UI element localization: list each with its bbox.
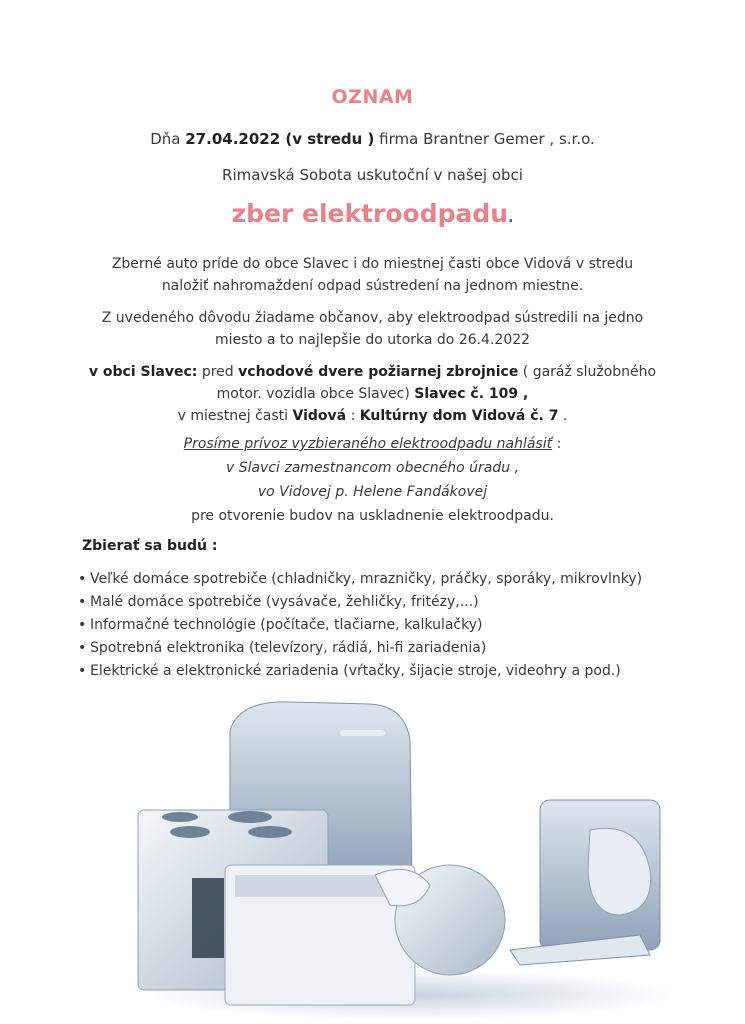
bullet-icon: • — [78, 640, 87, 656]
list-item — [78, 660, 678, 683]
list-item-text: Malé domáce spotrebiče (vysávače, žehličky, fritézy,...) — [90, 594, 479, 610]
paragraph-4-line-3: vo Vidovej p. Helene Fandákovej — [257, 484, 488, 500]
fridge-handle — [340, 730, 385, 736]
paragraph-2-line-2: miesto a to najlepšie do utorka do 26.4.2022 — [214, 332, 531, 348]
notice-title: OZNAM — [331, 86, 414, 108]
p3-text-3: motor. vozidla obce Slavec) — [216, 386, 415, 402]
headline-text: zber elektroodpadu — [231, 199, 509, 228]
intro-line-2: Rimavská Sobota uskutoční v našej obci — [222, 166, 523, 184]
p3-bold-2: vchodové dvere požiarnej zbrojnice — [238, 364, 519, 380]
intro-company: firma Brantner Gemer , s.r.o. — [374, 130, 595, 148]
p4-colon: : — [552, 436, 562, 452]
p3-text-1: pred — [197, 364, 239, 380]
p3-bold-5: Kultúrny dom Vidová č. 7 — [359, 408, 559, 424]
paragraph-4-line-1 — [0, 433, 745, 455]
list-item — [78, 591, 678, 614]
list-item-text: Informačné technológie (počítače, tlačiarne, kalkulačky) — [90, 617, 483, 633]
burner-icon — [170, 826, 210, 838]
paragraph-1-line-1: Zberné auto príde do obce Slavec i do miestnej časti obce Vidová v stredu — [111, 256, 634, 272]
burner-icon — [228, 811, 272, 823]
headline — [0, 197, 745, 235]
paragraph-3-line-3 — [0, 405, 745, 427]
oven-window — [192, 878, 224, 958]
items-list — [78, 568, 678, 683]
list-item — [78, 637, 678, 660]
bullet-icon: • — [78, 594, 87, 610]
p3-bold-3: Slavec č. 109 , — [414, 386, 529, 402]
paragraph-1-line-2: naložiť nahromaždení odpad sústredení na jednom miestne. — [161, 278, 584, 294]
list-item — [78, 568, 678, 591]
p4-underlined: Prosíme prívoz vyzbieraného elektroodpadu nahlásiť — [183, 436, 553, 452]
paragraph-4-line-2: v Slavci zamestnancom obecného úradu , — [225, 460, 520, 476]
appliances-illustration — [120, 700, 680, 1020]
p3-text-2: ( garáž služobného — [518, 364, 657, 380]
p3-bold-4: Vidová — [292, 408, 347, 424]
p3-bold-1: v obci Slavec: — [88, 364, 198, 380]
paragraph-3-line-1 — [0, 361, 745, 383]
bullet-icon: • — [78, 571, 87, 587]
intro-prefix: Dňa — [150, 130, 186, 148]
bullet-icon: • — [78, 617, 87, 633]
collect-heading: Zbierať sa budú : — [82, 538, 218, 554]
paragraph-2-line-1: Z uvedeného dôvodu žiadame občanov, aby elektroodpad sústredili na jedno — [101, 310, 644, 326]
bullet-icon: • — [78, 663, 87, 679]
headline-dot: . — [508, 210, 514, 226]
list-item — [78, 614, 678, 637]
list-item-text: Elektrické a elektronické zariadenia (vŕtačky, šijacie stroje, videohry a pod.) — [90, 663, 621, 679]
intro-line-1 — [0, 128, 745, 150]
list-item-text: Veľké domáce spotrebiče (chladničky, mrazničky, práčky, sporáky, mikrovlnky) — [90, 571, 643, 587]
burner-icon — [162, 812, 198, 822]
p3-text-4: v miestnej časti — [177, 408, 293, 424]
burner-icon — [248, 826, 292, 838]
intro-date: 27.04.2022 (v stredu ) — [185, 130, 375, 148]
paragraph-4-line-4: pre otvorenie budov na uskladnenie elektroodpadu. — [191, 508, 554, 524]
paragraph-3-line-2 — [0, 383, 745, 405]
p3-text-6: . — [558, 408, 568, 424]
p3-text-5: : — [346, 408, 360, 424]
list-item-text: Spotrebná elektronika (televízory, rádiá, hi-fi zariadenia) — [90, 640, 487, 656]
